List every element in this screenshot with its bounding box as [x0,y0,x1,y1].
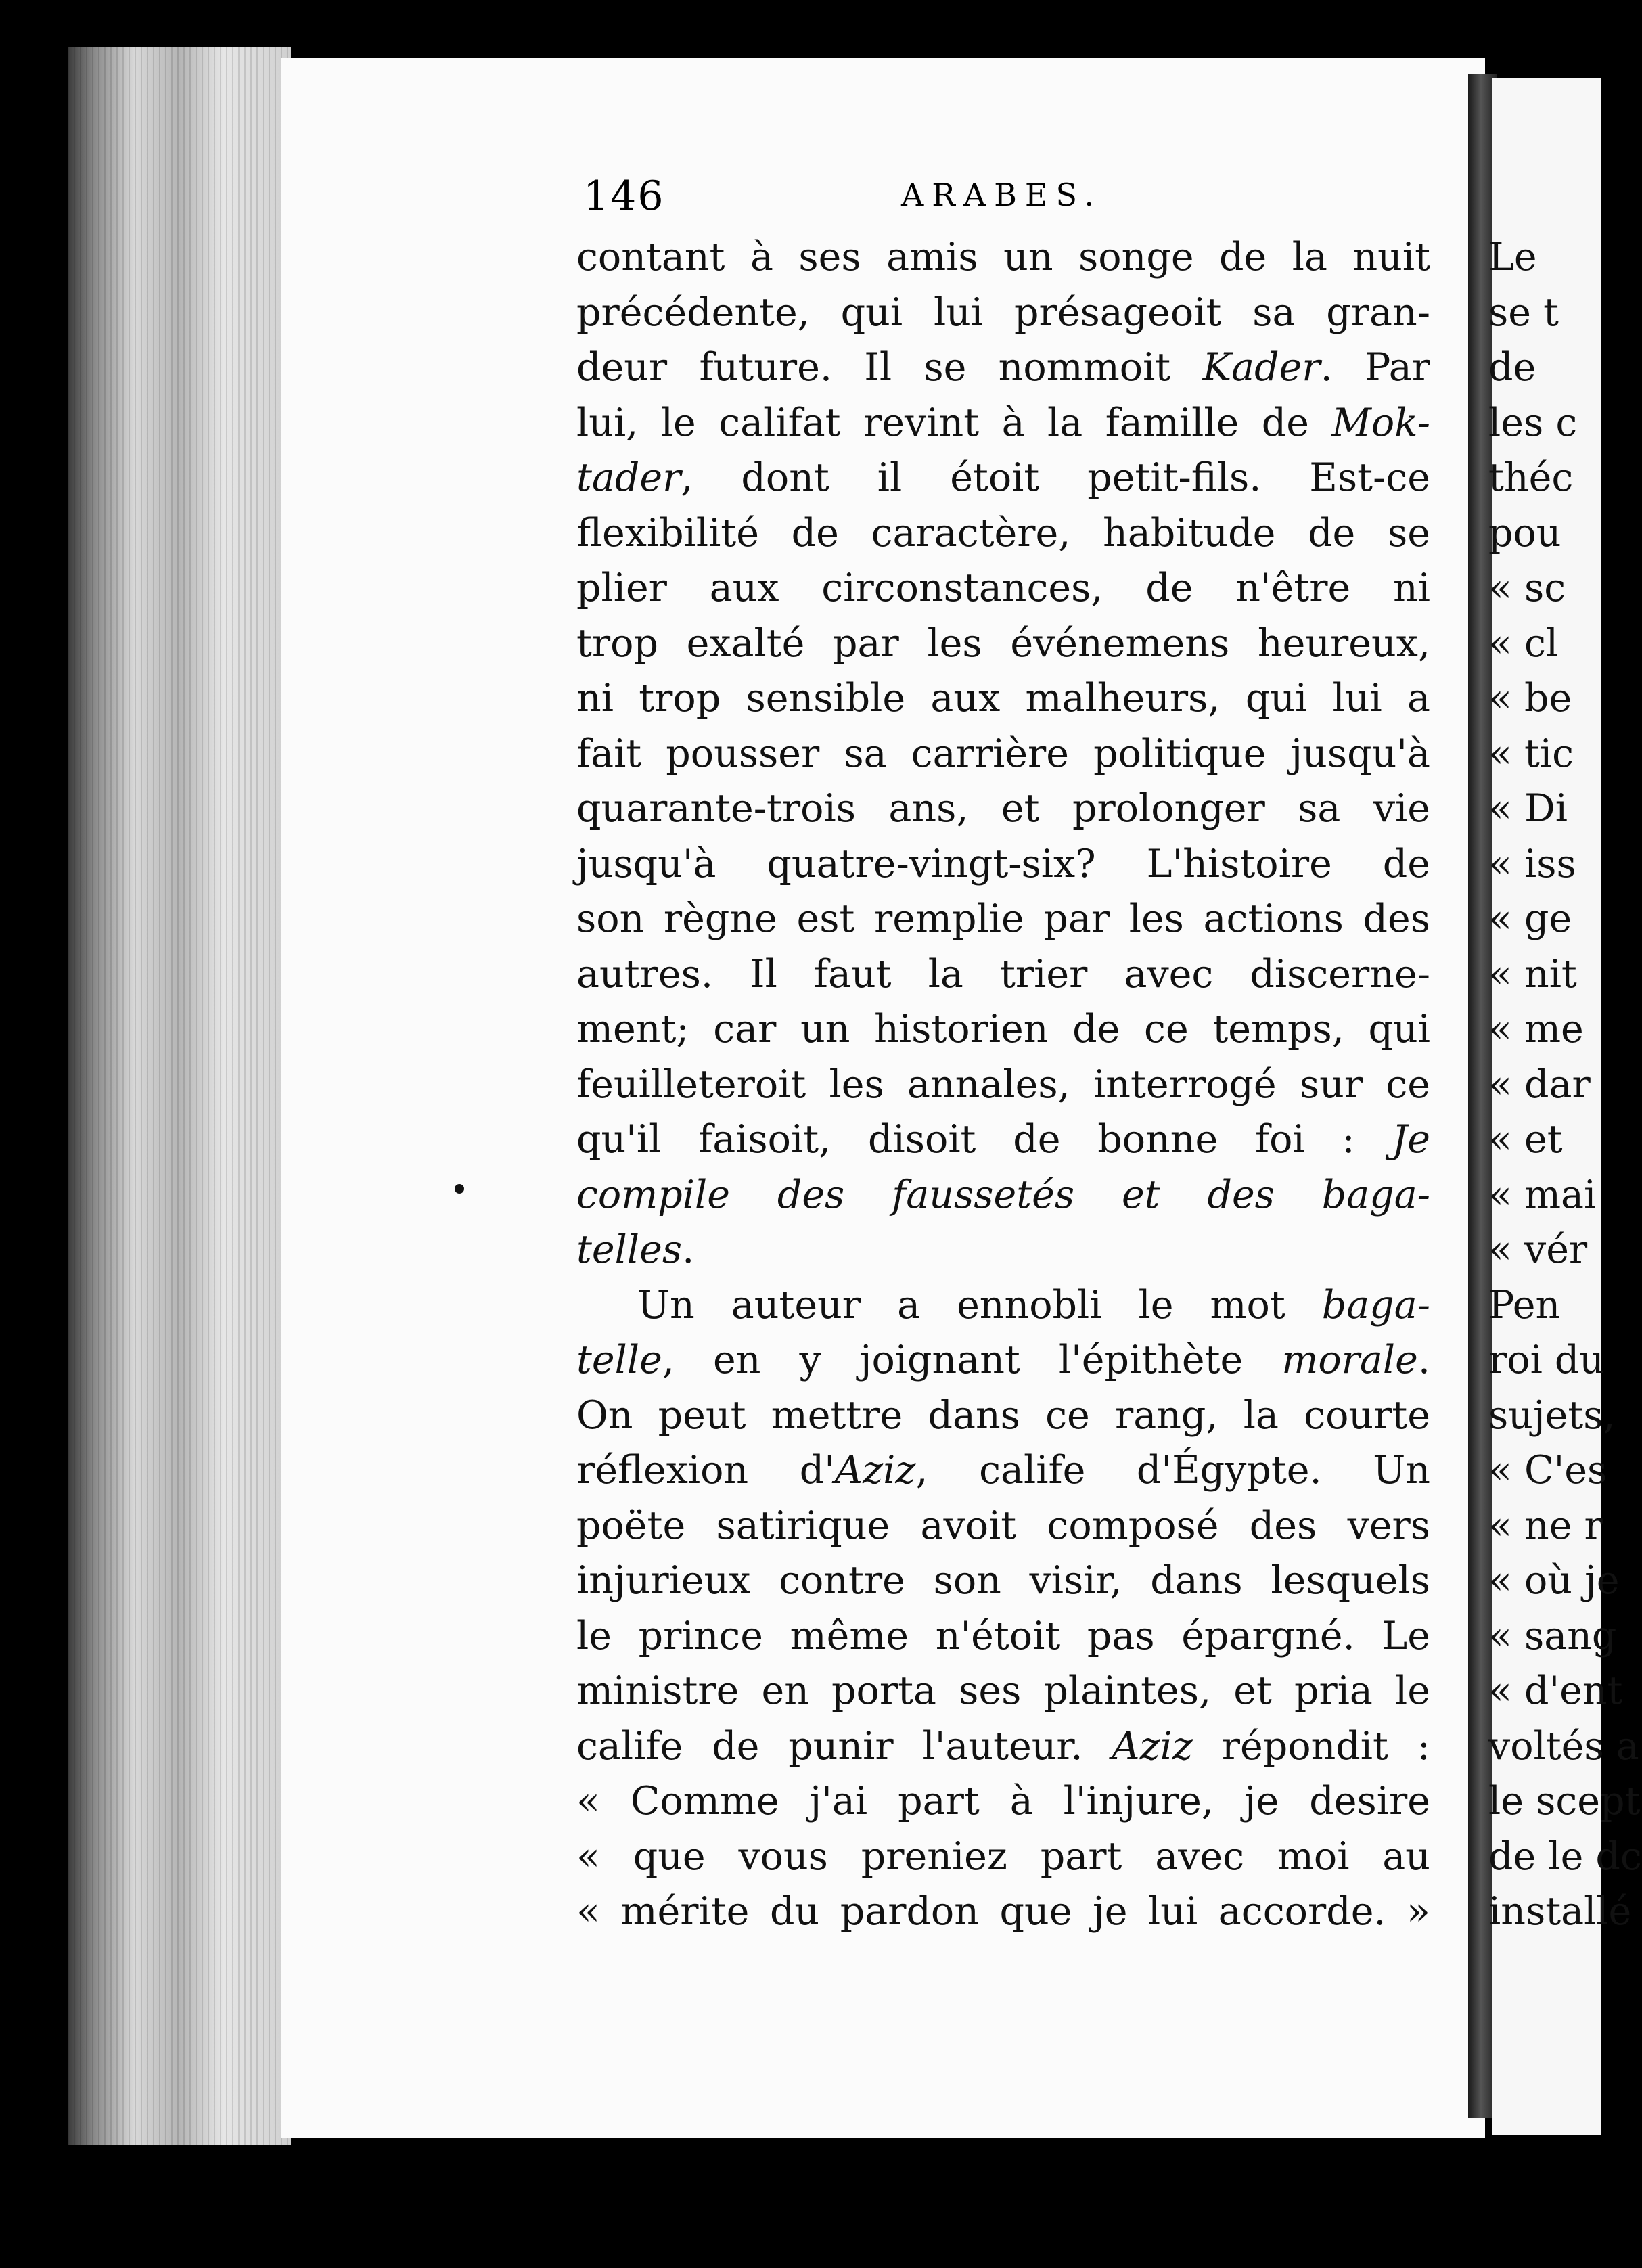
facing-page-line: sujets, [1488,1392,1616,1438]
text-line [576,1774,1430,1830]
italic-text: Aziz [1112,1723,1193,1769]
italic-text: telles [576,1227,683,1272]
text-segment: . [1417,1338,1430,1382]
text-segment: précédente, qui lui présageoit sa gran- [576,290,1430,335]
facing-page-line: « Di [1488,786,1568,831]
ink-speck [455,1184,464,1194]
text-line [576,1168,1430,1223]
text-segment: deur future. Il se nommoit [576,345,1203,390]
facing-page-line: « me [1488,1007,1584,1051]
text-line [576,1830,1430,1885]
text-line [576,1553,1430,1609]
facing-page-line: le scept [1488,1779,1641,1823]
text-line [576,1333,1430,1388]
italic-text: Mok- [1331,400,1430,445]
text-line [576,1278,1430,1334]
text-segment: calife de punir l'auteur. [576,1723,1112,1769]
facing-page-line: « tic [1488,731,1574,776]
facing-page-line: « d'ent [1488,1669,1623,1713]
text-segment: fait pousser sa carrière politique jusqu'à [576,731,1430,776]
text-line [576,781,1430,837]
text-segment: flexibilité de caractère, habitude de se [576,510,1430,555]
facing-page-line: « cl [1488,620,1559,666]
body-text [576,230,1430,1940]
text-segment: lui, le califat revint à la famille de [576,400,1332,445]
facing-page-line: se t [1488,290,1559,335]
running-head: ARABES. [901,177,1102,213]
text-segment: feuilleteroit les annales, interrogé sur ce [576,1062,1430,1107]
facing-page-line: voltés a [1488,1723,1639,1769]
text-segment: contant à ses amis un songe de la nuit [576,235,1430,279]
text-line [576,1443,1430,1499]
facing-page-line: « iss [1488,841,1576,886]
page-header [583,173,1429,220]
facing-page-line: Le [1488,235,1537,279]
text-segment: , dont il étoit petit-fils. Est-ce [681,455,1430,500]
italic-text: tader [576,455,681,500]
text-segment: injurieux contre son visir, dans lesquels [576,1558,1430,1603]
text-segment: son règne est remplie par les actions des [576,897,1430,941]
text-segment: jusqu'à quatre-vingt-six? L'histoire de [576,841,1430,886]
italic-text: baga- [1321,1282,1430,1328]
text-line [576,1719,1430,1775]
page-number: 146 [583,173,665,220]
text-segment: ni trop sensible aux malheurs, qui lui a [576,676,1430,721]
facing-page-line: Pen [1488,1282,1561,1328]
facing-page-line: « où je [1488,1558,1620,1603]
italic-text: compile des faussetés et des baga- [576,1172,1430,1217]
facing-page-line: théc [1488,455,1574,500]
facing-page-line: roi du [1488,1338,1605,1382]
facing-page-line: « sang [1488,1613,1617,1658]
text-segment: répondit : [1192,1723,1430,1769]
text-line [576,561,1430,616]
text-line [576,506,1430,562]
text-line [576,451,1430,506]
text-line [576,1388,1430,1444]
text-segment: « mérite du pardon que je lui accorde. » [576,1889,1430,1934]
text-line [576,340,1430,396]
text-segment: « Comme j'ai part à l'injure, je desire [576,1779,1430,1823]
text-segment: poëte satirique avoit composé des vers [576,1503,1430,1548]
text-line [576,1112,1430,1168]
text-line [576,230,1430,286]
text-segment: Un auteur a ennobli le mot [637,1282,1322,1328]
facing-page-line: « ne r [1488,1503,1603,1548]
italic-text: morale [1281,1338,1418,1382]
text-segment: plier aux circonstances, de n'être ni [576,566,1430,610]
text-segment: autres. Il faut la trier avec discerne- [576,951,1430,997]
text-segment: quarante-trois ans, et prolonger sa vie [576,786,1430,831]
facing-page-line: « vér [1488,1227,1588,1272]
facing-page-line: de [1488,345,1536,390]
text-segment: « que vous preniez part avec moi au [576,1834,1430,1879]
facing-page-line: « dar [1488,1062,1591,1107]
italic-text: Aziz [834,1448,916,1493]
text-line [576,892,1430,947]
text-line [576,396,1430,451]
text-line [576,671,1430,727]
text-segment: On peut mettre dans ce rang, la courte [576,1392,1430,1438]
book-page-edge-lines [68,47,291,2145]
text-segment: . [682,1227,695,1272]
facing-page-line: « et [1488,1117,1563,1162]
text-line [576,1223,1430,1278]
text-line [576,1058,1430,1113]
facing-page-line: les c [1488,400,1578,445]
text-line [576,947,1430,1003]
text-line [576,1884,1430,1940]
text-segment: . Par [1320,345,1431,390]
text-line [576,1002,1430,1058]
facing-page-line: « be [1488,676,1572,721]
text-segment: qu'il faisoit, disoit de bonne foi : [576,1117,1392,1162]
text-line [576,1664,1430,1719]
text-line [576,286,1430,341]
text-segment: ment; car un historien de ce temps, qui [576,1007,1430,1051]
text-segment: trop exalté par les événemens heureux, [576,620,1430,666]
text-segment: le prince même n'étoit pas épargné. Le [576,1613,1430,1658]
italic-text: Je [1392,1117,1430,1162]
text-line [576,837,1430,892]
text-line [576,727,1430,782]
facing-page-line: « C'es [1488,1448,1607,1493]
facing-page-line: « ge [1488,897,1572,941]
facing-page-line: « mai [1488,1172,1597,1217]
text-segment: , calife d'Égypte. Un [915,1448,1430,1493]
facing-page-line: pou [1488,510,1561,555]
facing-page-line: de le dc [1488,1834,1642,1879]
italic-text: Kader [1202,345,1321,390]
text-segment: ministre en porta ses plaintes, et pria le [576,1669,1430,1713]
text-segment: réflexion d' [576,1448,835,1493]
text-line [576,1609,1430,1664]
text-segment: , en y joignant l'épithète [662,1338,1282,1382]
facing-page-line: « nit [1488,951,1577,997]
text-line [576,616,1430,672]
facing-page-text [1488,230,1642,1940]
text-line [576,1499,1430,1554]
facing-page-line: « sc [1488,566,1566,610]
italic-text: telle [576,1338,662,1382]
facing-page-line: installé [1488,1889,1632,1934]
